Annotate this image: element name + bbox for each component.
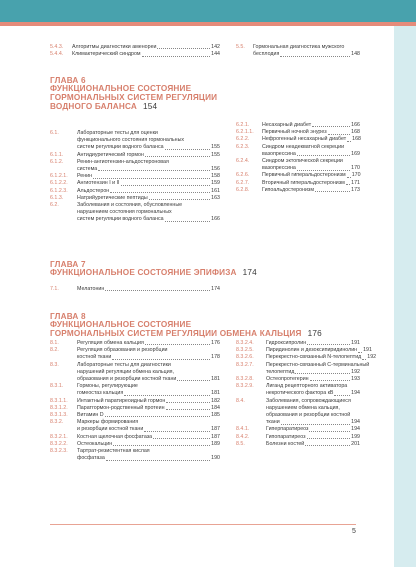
toc-entry-number: 5.4.4. bbox=[50, 51, 64, 58]
toc-entry[interactable] bbox=[236, 44, 360, 58]
dot-leader bbox=[334, 395, 350, 396]
dot-leader bbox=[307, 438, 351, 439]
dot-leader bbox=[142, 56, 211, 57]
toc-entry-page: 178 bbox=[211, 354, 220, 361]
toc-entry-title: система bbox=[77, 166, 98, 173]
toc-entry[interactable] bbox=[50, 180, 220, 187]
toc-entry-title: Натрийуретические пептиды bbox=[77, 194, 148, 201]
toc-entry-page: 184 bbox=[211, 404, 220, 411]
toc-entry-number: 8.3.2.5. bbox=[236, 347, 254, 354]
toc-entry-title: Синдром неадекватной секреции bbox=[262, 143, 345, 150]
toc-entry-title: Ангиотензин I и II bbox=[77, 180, 120, 187]
toc-entry[interactable] bbox=[236, 144, 360, 158]
chapter-7-label: ГЛАВА 7 bbox=[50, 260, 86, 269]
dot-leader bbox=[177, 380, 210, 381]
toc-entry-title: Гиперпаратиреоз bbox=[266, 426, 309, 433]
toc-entry-number: 8.3.1. bbox=[50, 383, 64, 390]
toc-entry-page: 155 bbox=[211, 151, 220, 158]
dot-leader bbox=[346, 184, 350, 185]
toc-entry[interactable] bbox=[236, 376, 360, 383]
toc-entry[interactable] bbox=[236, 180, 360, 187]
toc-entry-title: Лабораторные тесты для диагностики bbox=[77, 361, 171, 368]
toc-entry[interactable] bbox=[50, 286, 220, 293]
toc-entry-number: 8.3.2.9. bbox=[236, 383, 254, 390]
toc-entry-title: Остеокальцин bbox=[77, 440, 113, 447]
dot-leader bbox=[165, 221, 211, 222]
toc-entry-number: 6.1. bbox=[50, 130, 59, 136]
toc-entry-number: 6.2.2. bbox=[236, 136, 250, 143]
toc-entry-number: 6.2. bbox=[50, 202, 59, 209]
toc-entry-page: 169 bbox=[351, 150, 360, 157]
toc-entry[interactable] bbox=[50, 405, 220, 412]
page-number: 5 bbox=[352, 528, 356, 535]
toc-entry-page: 194 bbox=[351, 426, 360, 433]
toc-entry-page: 192 bbox=[351, 368, 360, 375]
toc-entry-page: 174 bbox=[211, 286, 220, 292]
toc-entry-number: 6.2.6. bbox=[236, 172, 250, 179]
toc-entry-page: 176 bbox=[211, 340, 220, 346]
dot-leader bbox=[362, 359, 366, 360]
toc-entry-number: 8.3.2.6. bbox=[236, 354, 254, 361]
toc-entry-title: Лиганд рецепторного активатора bbox=[266, 383, 348, 390]
dot-leader bbox=[145, 344, 210, 345]
toc-entry[interactable] bbox=[50, 152, 220, 159]
toc-chapter-8-right-column bbox=[236, 340, 377, 448]
toc-entry[interactable] bbox=[50, 347, 220, 361]
side-margin-strip bbox=[394, 26, 416, 567]
toc-entry-page: 166 bbox=[351, 122, 360, 128]
toc-entry-title: Климактерический синдром bbox=[72, 51, 141, 58]
toc-entry[interactable] bbox=[236, 426, 360, 433]
toc-entry[interactable] bbox=[50, 130, 220, 152]
toc-entry-page: 142 bbox=[211, 44, 220, 50]
toc-top-right-column bbox=[236, 44, 360, 58]
toc-entry-title: ткани bbox=[266, 419, 280, 426]
toc-entry-number: 6.2.1.1. bbox=[236, 129, 254, 136]
toc-entry-page: 194 bbox=[351, 390, 360, 397]
toc-entry-number: 6.2.8. bbox=[236, 186, 250, 193]
toc-entry-number: 8.3.2.1. bbox=[50, 433, 68, 440]
toc-entry-number: 8.3.1.2. bbox=[50, 404, 68, 411]
toc-entry-page: 148 bbox=[351, 51, 360, 58]
toc-entry-page: 191 bbox=[351, 340, 360, 346]
toc-entry-number: 5.5. bbox=[236, 44, 245, 50]
dot-leader bbox=[144, 431, 210, 432]
chapter-8-label: ГЛАВА 8 bbox=[50, 312, 86, 321]
toc-entry-title: Болезни костей bbox=[266, 440, 305, 447]
toc-entry-page: 181 bbox=[211, 390, 220, 397]
toc-entry-page: 168 bbox=[352, 136, 361, 143]
toc-entry-title: Перекрестно-связанный С-терминальный bbox=[266, 361, 370, 368]
toc-entry-title: Гипопаратиреоз bbox=[266, 433, 306, 440]
toc-entry-number: 8.3.2.8. bbox=[236, 376, 254, 383]
toc-entry-page: 170 bbox=[351, 165, 360, 172]
toc-entry-number: 6.1.2.3. bbox=[50, 187, 68, 194]
dot-leader bbox=[105, 416, 211, 417]
dot-leader bbox=[309, 431, 350, 432]
dot-leader bbox=[347, 177, 351, 178]
chapter-6-label: ГЛАВА 6 bbox=[50, 76, 86, 85]
toc-entry-number: 8.3.2. bbox=[50, 419, 64, 426]
toc-entry-title: Антидиуретический гормон bbox=[77, 151, 144, 158]
dot-leader bbox=[280, 56, 350, 57]
toc-entry-title: Интактный паратиреоидный гормон bbox=[77, 397, 166, 404]
toc-entry-number: 7.1. bbox=[50, 286, 59, 292]
dot-leader bbox=[93, 178, 210, 179]
toc-entry[interactable] bbox=[50, 398, 220, 405]
toc-entry-title: нарушений регуляции обмена кальция, bbox=[77, 368, 175, 375]
chapter-7-heading bbox=[50, 260, 310, 278]
dot-leader bbox=[166, 409, 211, 410]
toc-entry-number: 6.1.2. bbox=[50, 158, 64, 165]
dot-leader bbox=[106, 460, 210, 461]
toc-entry[interactable] bbox=[50, 51, 220, 58]
toc-entry-page: 166 bbox=[211, 216, 220, 223]
toc-entry-page: 161 bbox=[211, 187, 220, 194]
toc-entry[interactable] bbox=[50, 340, 220, 347]
chapter-6-title-line-3: ВОДНОГО БАЛАНСА bbox=[50, 101, 138, 111]
toc-entry-number: 8.5. bbox=[236, 440, 245, 447]
toc-entry-page: 158 bbox=[211, 173, 220, 180]
toc-entry[interactable] bbox=[236, 172, 360, 179]
toc-entry[interactable] bbox=[50, 173, 220, 180]
toc-entry-number: 8.4.2. bbox=[236, 433, 250, 440]
toc-entry-title: Альдостерон bbox=[77, 187, 110, 194]
toc-entry-page: 189 bbox=[211, 440, 220, 447]
toc-entry-title: гомеостаз кальция bbox=[77, 390, 124, 397]
toc-entry[interactable] bbox=[236, 361, 370, 376]
dot-leader bbox=[307, 344, 350, 345]
dot-leader bbox=[145, 156, 210, 157]
toc-entry-title: костной ткани bbox=[77, 354, 112, 361]
toc-top-left-column bbox=[50, 44, 220, 58]
toc-entry-title: бесплодия bbox=[253, 51, 280, 58]
toc-entry[interactable] bbox=[50, 362, 220, 384]
toc-entry[interactable] bbox=[236, 441, 360, 448]
header-teal-bar bbox=[0, 0, 416, 22]
toc-entry-page: 193 bbox=[351, 376, 360, 383]
chapter-8-title-line-1: ФУНКЦИОНАЛЬНОЕ СОСТОЯНИЕ bbox=[50, 320, 192, 329]
toc-entry-number: 8.3.2.4. bbox=[236, 340, 254, 346]
toc-entry-title: Регуляция образования и резорбции bbox=[77, 347, 168, 354]
toc-entry-title: Паратгормон-родственный протеин bbox=[77, 404, 165, 411]
toc-entry-page: 170 bbox=[351, 172, 361, 179]
dot-leader bbox=[113, 445, 210, 446]
toc-entry-number: 8.4. bbox=[236, 397, 245, 404]
toc-chapter-6-right-column bbox=[236, 122, 360, 194]
toc-entry-title: Костная щелочная фосфатаза bbox=[77, 433, 153, 440]
toc-entry-title: Перекрестно-связанный N-телопептид bbox=[266, 354, 362, 361]
toc-entry[interactable] bbox=[236, 158, 360, 172]
chapter-6-title-line-1: ФУНКЦИОНАЛЬНОЕ СОСТОЯНИЕ bbox=[50, 84, 192, 93]
toc-entry[interactable] bbox=[50, 448, 220, 462]
toc-entry[interactable] bbox=[50, 412, 220, 419]
chapter-8-page: 176 bbox=[307, 328, 322, 338]
toc-entry-title: и резорбции костной ткани bbox=[77, 426, 144, 433]
toc-entry[interactable] bbox=[236, 354, 377, 361]
toc-entry-title: нарушением обмена кальция, bbox=[266, 404, 340, 411]
toc-entry-page: 182 bbox=[211, 397, 220, 404]
toc-entry-number: 6.2.4. bbox=[236, 158, 250, 165]
dot-leader bbox=[297, 155, 350, 156]
toc-entry[interactable] bbox=[236, 136, 360, 143]
toc-entry-page: 159 bbox=[211, 180, 220, 187]
dot-leader bbox=[157, 48, 210, 49]
toc-entry[interactable] bbox=[236, 340, 360, 347]
toc-entry-page: 155 bbox=[211, 144, 220, 151]
toc-entry[interactable] bbox=[50, 188, 220, 195]
dot-leader bbox=[295, 373, 350, 374]
toc-entry-title: Заболевания, сопровождающиеся bbox=[266, 397, 351, 404]
toc-entry-title: Гидроксипролин bbox=[266, 340, 307, 346]
chapter-8-title-line-2: ГОРМОНАЛЬНЫХ СИСТЕМ РЕГУЛЯЦИИ ОБМЕНА КАЛЬЦИЯ bbox=[50, 328, 302, 338]
toc-entry-title: Мелатонин bbox=[77, 286, 105, 292]
dot-leader bbox=[153, 438, 210, 439]
toc-entry-title: Маркеры формирования bbox=[77, 419, 139, 426]
toc-entry-title: фосфатаза bbox=[77, 455, 105, 462]
chapter-8-heading bbox=[50, 312, 370, 339]
toc-entry[interactable] bbox=[50, 195, 220, 202]
toc-entry[interactable] bbox=[236, 398, 360, 427]
toc-entry-page: 156 bbox=[211, 166, 220, 173]
dot-leader bbox=[305, 445, 350, 446]
dot-leader bbox=[110, 192, 210, 193]
toc-entry[interactable] bbox=[50, 383, 220, 397]
toc-entry-number: 8.4.1. bbox=[236, 426, 250, 433]
toc-entry-page: 191 bbox=[363, 347, 372, 354]
toc-entry-page: 187 bbox=[211, 426, 220, 433]
toc-entry-title: вазопрессина bbox=[262, 150, 296, 157]
toc-entry-title: Пиридинолин и дезоксипиридинолин bbox=[266, 347, 358, 354]
dot-leader bbox=[328, 134, 351, 135]
toc-entry-title: Первичный гиперальдостеронизм bbox=[262, 172, 346, 179]
dot-leader bbox=[315, 191, 350, 192]
toc-entry-page: 163 bbox=[211, 194, 220, 201]
toc-entry-number: 6.2.1. bbox=[236, 122, 250, 128]
toc-entry-number: 6.1.2.1. bbox=[50, 173, 68, 180]
dot-leader bbox=[165, 149, 211, 150]
dot-leader bbox=[149, 199, 211, 200]
toc-entry-number: 6.1.3. bbox=[50, 194, 64, 201]
toc-entry-title: Регуляция обмена кальция bbox=[77, 340, 144, 346]
toc-chapter-6-left-column bbox=[50, 130, 220, 224]
toc-entry-title: Гормоны, регулирующие bbox=[77, 383, 138, 390]
dot-leader bbox=[358, 352, 362, 353]
toc-chapter-8-left-column bbox=[50, 340, 220, 462]
toc-entry-number: 8.2. bbox=[50, 347, 59, 354]
toc-entry-number: 6.2.7. bbox=[236, 179, 250, 186]
toc-entry-title: нарушением состояния гормональных bbox=[77, 209, 172, 216]
toc-entry-title: телопептид bbox=[266, 368, 295, 375]
toc-entry-title: Заболевания и состояния, обусловленные bbox=[77, 202, 183, 209]
toc-entry-page: 194 bbox=[351, 419, 360, 426]
toc-entry-title: образования и резорбции костной bbox=[266, 412, 351, 419]
toc-entry[interactable] bbox=[236, 187, 360, 194]
toc-entry-title: вазопрессина bbox=[262, 165, 296, 172]
toc-entry-page: 199 bbox=[351, 433, 360, 440]
toc-entry-title: Нефрогенный несахарный диабет bbox=[262, 136, 347, 143]
dot-leader bbox=[166, 402, 210, 403]
header-accent-stripe bbox=[0, 22, 416, 26]
toc-entry-title: Ренин bbox=[77, 173, 93, 180]
toc-entry-number: 8.3.1.3. bbox=[50, 412, 68, 419]
toc-entry[interactable] bbox=[50, 441, 220, 448]
toc-entry-number: 8.3.2.2. bbox=[50, 440, 68, 447]
toc-entry-title: Синдром эктопической секреции bbox=[262, 158, 343, 165]
toc-entry[interactable] bbox=[50, 202, 220, 224]
toc-entry[interactable] bbox=[236, 383, 360, 397]
toc-entry-title: систем регуляции водного баланса bbox=[77, 144, 164, 151]
toc-entry-page: 144 bbox=[211, 51, 220, 58]
toc-entry[interactable] bbox=[50, 159, 220, 173]
toc-entry-title: Вторичный гиперальдостеронизм bbox=[262, 179, 345, 186]
toc-entry[interactable] bbox=[50, 434, 220, 441]
dot-leader bbox=[121, 185, 211, 186]
toc-entry-page: 187 bbox=[211, 433, 220, 440]
footer-divider bbox=[50, 524, 356, 525]
dot-leader bbox=[98, 170, 210, 171]
toc-entry-page: 185 bbox=[211, 412, 220, 419]
dot-leader bbox=[312, 126, 350, 127]
toc-entry[interactable] bbox=[50, 419, 220, 433]
chapter-7-page: 174 bbox=[242, 268, 257, 277]
toc-entry-number: 8.3.2.7. bbox=[236, 361, 254, 368]
toc-entry-title: Алгоритмы диагностики аменореи bbox=[72, 44, 157, 50]
toc-entry-page: 168 bbox=[351, 129, 360, 136]
toc-entry-page: 192 bbox=[367, 354, 377, 361]
toc-entry-number: 8.1. bbox=[50, 340, 59, 346]
toc-entry-page: 201 bbox=[351, 440, 360, 447]
toc-entry-title: Остеопротегерин bbox=[266, 376, 309, 383]
chapter-6-heading bbox=[50, 76, 250, 111]
toc-entry-number: 6.1.2.2. bbox=[50, 180, 68, 187]
toc-entry-title: функционального состояния гормональных bbox=[77, 137, 185, 144]
toc-entry-title: Гормональная диагностика мужского bbox=[253, 44, 345, 50]
toc-entry-title: Тартрат-резистентная кислая bbox=[77, 448, 150, 455]
dot-leader bbox=[105, 290, 210, 291]
toc-entry-title: Лабораторные тесты для оценки bbox=[77, 130, 158, 136]
toc-entry-page: 190 bbox=[211, 455, 220, 462]
toc-entry-title: некротического фактора кВ bbox=[266, 390, 334, 397]
toc-entry-page: 173 bbox=[351, 186, 360, 193]
chapter-7-title-line-1: ФУНКЦИОНАЛЬНОЕ СОСТОЯНИЕ ЭПИФИЗА bbox=[50, 268, 237, 277]
chapter-6-page: 154 bbox=[143, 101, 158, 111]
toc-chapter-7-left-column bbox=[50, 286, 220, 293]
dot-leader bbox=[310, 380, 351, 381]
toc-entry-title: образования и резорбции костной ткани bbox=[77, 376, 177, 383]
dot-leader bbox=[112, 359, 210, 360]
toc-entry-number: 5.4.3. bbox=[50, 44, 64, 50]
dot-leader bbox=[281, 424, 350, 425]
toc-entry-number: 8.3.1.1. bbox=[50, 397, 68, 404]
toc-entry-page: 181 bbox=[211, 376, 220, 383]
toc-entry-number: 8.3. bbox=[50, 361, 59, 368]
dot-leader bbox=[124, 395, 210, 396]
toc-entry-number: 6.1.1. bbox=[50, 151, 64, 158]
toc-entry-number: 6.2.3. bbox=[236, 143, 250, 150]
toc-entry-number: 8.3.2.3. bbox=[50, 448, 68, 455]
toc-entry-title: Ренин-ангиотензин-альдостероновая bbox=[77, 158, 169, 165]
toc-entry-title: систем регуляции водного баланса bbox=[77, 216, 164, 223]
toc-entry-title: Первичный ночной энурез bbox=[262, 129, 327, 136]
dot-leader bbox=[347, 141, 351, 142]
toc-entry-title: Витамин D bbox=[77, 412, 104, 419]
chapter-6-title-line-2: ГОРМОНАЛЬНЫХ СИСТЕМ РЕГУЛЯЦИИ bbox=[50, 92, 218, 102]
toc-entry-title: Несахарный диабет bbox=[262, 122, 312, 128]
toc-entry-title: Гипоальдостеронизм bbox=[262, 186, 314, 193]
toc-entry[interactable] bbox=[236, 434, 360, 441]
dot-leader bbox=[297, 170, 350, 171]
toc-entry-page: 171 bbox=[351, 179, 360, 186]
